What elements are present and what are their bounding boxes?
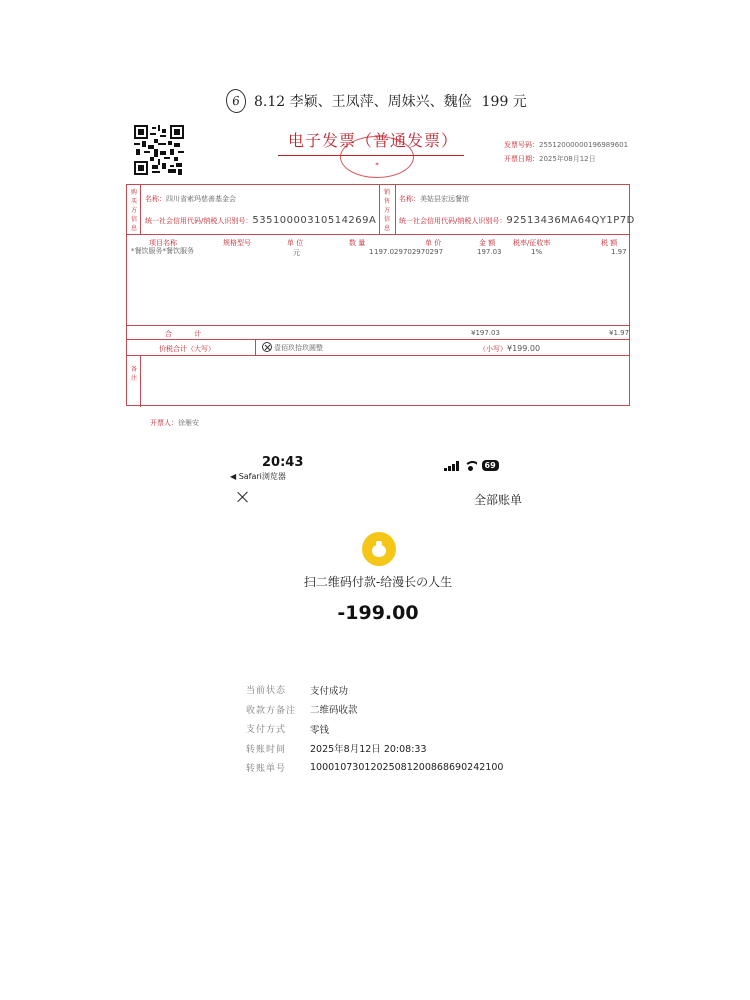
payment-amount: -199.00 xyxy=(337,602,419,624)
detail-value: 支付成功 xyxy=(310,685,349,697)
handwritten-note xyxy=(226,88,527,114)
total-label: 合 计 xyxy=(165,330,212,338)
seller-vlabel: 销售方信息 xyxy=(383,189,390,232)
all-bills-link[interactable]: 全部账单 xyxy=(474,493,523,507)
qr-code-icon xyxy=(134,125,184,175)
item-unit: 元 xyxy=(293,249,300,257)
total-tax: ¥1.97 xyxy=(609,329,630,337)
issuer-name: 徐雁安 xyxy=(178,419,199,427)
detail-value: 2025年8月12日 20:08:33 xyxy=(310,744,427,756)
detail-label: 当前状态 xyxy=(246,686,287,697)
grand-small-label: （小写） xyxy=(479,345,507,353)
official-seal xyxy=(340,136,414,178)
seller-name: 美姑县宏远餐馆 xyxy=(420,195,469,203)
seller-name-label: 名称： xyxy=(399,195,420,203)
payment-details xyxy=(246,680,503,778)
seller-taxid-label: 统一社会信用代码/纳税人识别号： xyxy=(399,217,507,225)
seal-mark: ✶ xyxy=(374,160,380,168)
seller-taxid: 92513436MA64QY1P7D xyxy=(506,215,635,226)
col-tax: 税 额 xyxy=(601,239,618,247)
note-amount: 199 元 xyxy=(481,94,527,110)
item-amount: 197.03 xyxy=(477,248,502,256)
detail-label: 收款方备注 xyxy=(246,705,297,716)
circle-x-icon xyxy=(262,342,272,352)
item-tax: 1.97 xyxy=(611,248,627,256)
invoice-date-label: 开票日期： xyxy=(504,155,539,163)
remarks-vlabel: 备注 xyxy=(130,366,137,382)
invoice-title: 电子发票（普通发票） xyxy=(288,131,459,150)
detail-value: 1000107301202508120086869024210​0 xyxy=(310,762,504,774)
col-quantity: 数 量 xyxy=(349,239,366,247)
detail-row-time xyxy=(246,739,503,759)
col-item-name: 项目名称 xyxy=(149,239,177,247)
invoice-no-label: 发票号码： xyxy=(504,141,539,149)
invoice-no: 25512000000196989601 xyxy=(539,141,629,149)
buyer-name-label: 名称： xyxy=(145,195,166,203)
grand-total-label: 价税合计（大写） xyxy=(159,345,215,353)
detail-value: 零钱 xyxy=(310,724,330,736)
buyer-vlabel: 购买方信息 xyxy=(130,189,137,232)
buyer-name: 四川省索玛慈善基金会 xyxy=(166,195,236,203)
battery-icon: 69 xyxy=(482,460,499,471)
status-bar-icons xyxy=(444,460,499,471)
col-price: 单 价 xyxy=(425,239,442,247)
invoice-meta xyxy=(504,138,628,166)
signal-icon xyxy=(444,461,459,471)
circled-number: 6 xyxy=(224,88,247,115)
col-rate: 税率/征收率 xyxy=(513,239,551,247)
note-text: 8.12 李颖、王凤萍、周妹兴、魏俭 xyxy=(254,94,472,110)
item-rate: 1% xyxy=(531,248,543,256)
buyer-taxid-label: 统一社会信用代码/纳税人识别号： xyxy=(145,217,253,225)
grand-small-value: ¥199.00 xyxy=(507,344,541,353)
back-to-safari-link[interactable]: ◀ Safari浏览器 xyxy=(230,472,286,481)
detail-row-payee-note xyxy=(246,700,503,720)
detail-row-status xyxy=(246,680,503,700)
item-name: *餐饮服务*餐饮服务 xyxy=(131,247,194,255)
detail-row-method xyxy=(246,719,503,739)
buyer-taxid: 53510000310514269A xyxy=(252,215,377,226)
col-spec: 规格型号 xyxy=(223,239,251,247)
money-bag-icon xyxy=(362,532,396,566)
detail-label: 支付方式 xyxy=(246,725,287,736)
issuer-label: 开票人： xyxy=(150,419,178,427)
col-unit: 单 位 xyxy=(287,239,304,247)
detail-row-transfer-no xyxy=(246,758,503,778)
wifi-icon xyxy=(464,461,477,471)
detail-value: 二维码收款 xyxy=(310,705,358,717)
close-icon[interactable] xyxy=(236,490,250,504)
col-amount: 金 额 xyxy=(479,239,496,247)
invoice-table xyxy=(126,184,635,406)
item-price: 197.029702970297 xyxy=(374,248,444,256)
item-quantity: 1 xyxy=(369,248,374,256)
payee-title: 扫二维码付款-给漫长の人生 xyxy=(303,575,453,589)
issuer-line xyxy=(150,418,199,428)
detail-label: 转账时间 xyxy=(246,744,287,755)
total-amount: ¥197.03 xyxy=(471,329,500,337)
status-time: 20:43 xyxy=(262,455,304,470)
grand-total-words: 壹佰玖拾玖圆整 xyxy=(274,344,323,352)
detail-label: 转账单号 xyxy=(246,764,287,775)
invoice-date: 2025年08月12日 xyxy=(539,155,596,163)
